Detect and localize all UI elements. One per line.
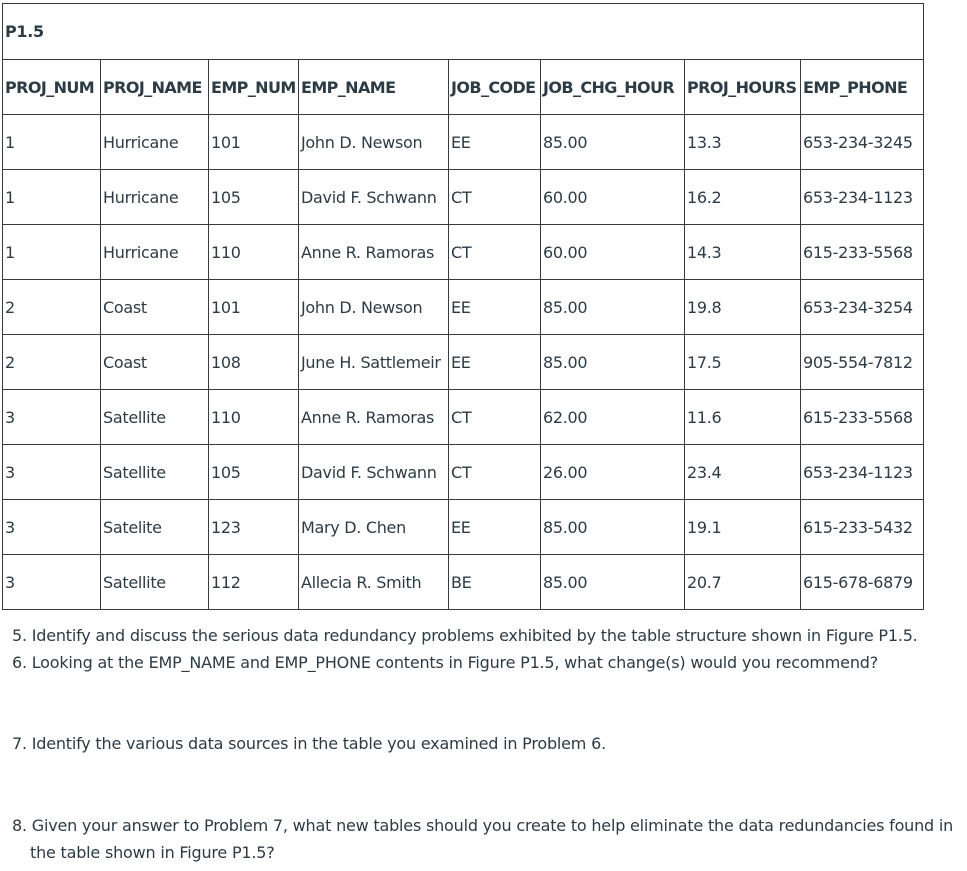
table-cell: 905-554-7812	[801, 335, 924, 390]
table-cell: 16.2	[685, 170, 801, 225]
question-8: 8. Given your answer to Problem 7, what new tables should you create to help eliminate the data redundancies found in the table shown in Figure P1.5?	[12, 816, 954, 862]
table-row	[3, 445, 924, 500]
table-cell: 11.6	[685, 390, 801, 445]
table-cell: David F. Schwann	[299, 445, 449, 500]
table-cell: 108	[209, 335, 299, 390]
table-cell: Coast	[101, 335, 209, 390]
table-cell: 615-233-5568	[801, 225, 924, 280]
table-cell: Hurricane	[101, 115, 209, 170]
table-cell: 1	[3, 225, 101, 280]
table-cell: Satelite	[101, 500, 209, 555]
table-cell: 60.00	[541, 170, 685, 225]
column-header: PROJ_NAME	[101, 60, 209, 115]
table-cell: 105	[209, 170, 299, 225]
table-row	[3, 115, 924, 170]
table-cell: 653-234-3254	[801, 280, 924, 335]
question-6: 6. Looking at the EMP_NAME and EMP_PHONE contents in Figure P1.5, what change(s) would you recommend?	[12, 653, 879, 672]
table-cell: Anne R. Ramoras	[299, 225, 449, 280]
column-header: JOB_CHG_HOUR	[541, 60, 685, 115]
table-cell: EE	[449, 335, 541, 390]
table-cell: 105	[209, 445, 299, 500]
table-cell: EE	[449, 500, 541, 555]
table-cell: 85.00	[541, 335, 685, 390]
table-cell: 615-233-5432	[801, 500, 924, 555]
table-cell: 85.00	[541, 555, 685, 610]
table-cell: CT	[449, 445, 541, 500]
table-cell: CT	[449, 225, 541, 280]
column-header: EMP_NUM	[209, 60, 299, 115]
table-cell: 3	[3, 555, 101, 610]
table-cell: 101	[209, 115, 299, 170]
column-header: PROJ_NUM	[3, 60, 101, 115]
table-cell: 101	[209, 280, 299, 335]
table-cell: Satellite	[101, 445, 209, 500]
table-cell: Hurricane	[101, 225, 209, 280]
header-row	[3, 60, 924, 115]
table-cell: 653-234-1123	[801, 445, 924, 500]
table-cell: EE	[449, 280, 541, 335]
table-cell: 653-234-1123	[801, 170, 924, 225]
table-row	[3, 335, 924, 390]
table-cell: 110	[209, 225, 299, 280]
table-cell: 85.00	[541, 500, 685, 555]
table-cell: BE	[449, 555, 541, 610]
table-cell: 60.00	[541, 225, 685, 280]
table-cell: June H. Sattlemeir	[299, 335, 449, 390]
table-cell: 3	[3, 500, 101, 555]
table-cell: Hurricane	[101, 170, 209, 225]
table-cell: John D. Newson	[299, 280, 449, 335]
data-table	[2, 3, 924, 610]
table-cell: Allecia R. Smith	[299, 555, 449, 610]
table-cell: 2	[3, 280, 101, 335]
table-cell: 1	[3, 170, 101, 225]
table-cell: 85.00	[541, 115, 685, 170]
question-7: 7. Identify the various data sources in the table you examined in Problem 6.	[12, 734, 606, 753]
table-cell: 26.00	[541, 445, 685, 500]
table-row	[3, 280, 924, 335]
table-row	[3, 390, 924, 445]
question-5: 5. Identify and discuss the serious data redundancy problems exhibited by the table structure shown in Figure P1.5.	[12, 626, 918, 645]
table-cell: David F. Schwann	[299, 170, 449, 225]
table-cell: John D. Newson	[299, 115, 449, 170]
table-cell: 14.3	[685, 225, 801, 280]
table-cell: CT	[449, 390, 541, 445]
table-cell: 19.8	[685, 280, 801, 335]
caption-row	[3, 4, 924, 60]
table-cell: Anne R. Ramoras	[299, 390, 449, 445]
table-row	[3, 500, 924, 555]
table-cell: 3	[3, 390, 101, 445]
table-cell: 615-678-6879	[801, 555, 924, 610]
table-cell: 112	[209, 555, 299, 610]
table-cell: CT	[449, 170, 541, 225]
table-cell: Mary D. Chen	[299, 500, 449, 555]
figure-p1-5	[2, 3, 923, 610]
table-cell: 2	[3, 335, 101, 390]
column-header: EMP_NAME	[299, 60, 449, 115]
table-cell: 123	[209, 500, 299, 555]
table-row	[3, 170, 924, 225]
table-cell: 3	[3, 445, 101, 500]
table-cell: 20.7	[685, 555, 801, 610]
table-row	[3, 555, 924, 610]
table-cell: 615-233-5568	[801, 390, 924, 445]
figure-caption: P1.5	[3, 4, 924, 60]
table-row	[3, 225, 924, 280]
table-cell: 110	[209, 390, 299, 445]
table-cell: 17.5	[685, 335, 801, 390]
table-cell: Satellite	[101, 555, 209, 610]
table-cell: 23.4	[685, 445, 801, 500]
table-cell: 85.00	[541, 280, 685, 335]
column-header: JOB_CODE	[449, 60, 541, 115]
table-cell: Satellite	[101, 390, 209, 445]
column-header: PROJ_HOURS	[685, 60, 801, 115]
table-cell: 13.3	[685, 115, 801, 170]
table-cell: 1	[3, 115, 101, 170]
table-cell: Coast	[101, 280, 209, 335]
table-cell: EE	[449, 115, 541, 170]
table-cell: 653-234-3245	[801, 115, 924, 170]
column-header: EMP_PHONE	[801, 60, 924, 115]
table-cell: 19.1	[685, 500, 801, 555]
table-cell: 62.00	[541, 390, 685, 445]
